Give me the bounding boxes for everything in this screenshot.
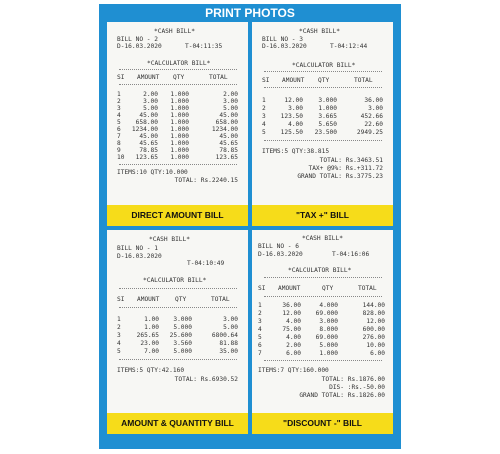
cell-si: 2: [117, 98, 121, 105]
cell-total: 3.00: [368, 105, 383, 112]
column-header: QTY: [322, 285, 334, 292]
cell-amount: 12.00: [284, 97, 303, 104]
cell-si: 1: [262, 97, 266, 104]
cell-qty: 1.000: [319, 350, 338, 357]
cell-amount: 265.65: [136, 332, 159, 339]
cell-qty: 1.000: [170, 112, 189, 119]
table-row: [107, 348, 248, 355]
column-header: SI: [262, 77, 270, 84]
cell-total: 3.00: [223, 316, 238, 323]
cell-qty: 69.000: [315, 334, 338, 341]
total-line: TOTAL: Rs.6930.52: [174, 376, 238, 383]
separator: [264, 140, 382, 141]
tax-bill-panel: [252, 22, 393, 226]
cell-total: 45.00: [219, 112, 238, 119]
calculator-bill-heading: *CALCULATOR BILL*: [143, 277, 207, 284]
table-row: [252, 350, 393, 357]
cell-amount: 12.00: [282, 310, 301, 317]
receipt-photo: [107, 22, 248, 205]
cell-amount: 45.00: [139, 133, 158, 140]
cell-si: 6: [117, 126, 121, 133]
receipt-photo: [107, 230, 248, 413]
cell-qty: 4.000: [319, 302, 338, 309]
separator: [119, 84, 237, 85]
column-header: AMOUNT: [137, 74, 160, 81]
grand-total-line: GRAND TOTAL: Rs.1826.00: [299, 392, 385, 399]
cell-qty: 3.560: [173, 340, 192, 347]
direct-amount-bill-panel: [107, 22, 248, 226]
separator: [264, 360, 382, 361]
cell-qty: 5.000: [319, 342, 338, 349]
bill-time: T-04:11:35: [185, 43, 223, 50]
cell-si: 5: [258, 334, 262, 341]
cell-si: 3: [117, 105, 121, 112]
cell-qty: 5.000: [173, 348, 192, 355]
separator: [119, 69, 237, 70]
separator: [119, 307, 237, 308]
header-title: PRINT PHOTOS: [205, 6, 295, 20]
cell-amount: 45.00: [139, 112, 158, 119]
cell-amount: 2.00: [143, 91, 158, 98]
cell-si: 3: [258, 318, 262, 325]
cell-total: 5.00: [223, 324, 238, 331]
table-row: [107, 332, 248, 339]
table-row: [252, 342, 393, 349]
cash-bill-heading: *CASH BILL*: [154, 28, 195, 35]
bill-date: D-16.03.2020: [262, 43, 307, 50]
cell-si: 10: [117, 154, 125, 161]
cell-qty: 23.500: [314, 129, 337, 136]
cell-si: 3: [117, 332, 121, 339]
cell-si: 7: [117, 133, 121, 140]
bill-date: D-16.03.2020: [258, 251, 303, 258]
column-header: QTY: [318, 77, 330, 84]
cell-qty: 1.000: [170, 105, 189, 112]
column-header: TOTAL: [354, 77, 373, 84]
cell-si: 2: [117, 324, 121, 331]
cell-qty: 5.650: [318, 121, 337, 128]
table-row: [107, 126, 248, 133]
bill-date: D-16.03.2020: [117, 43, 162, 50]
tax-line: TAX+ @9%: Rs.+311.72: [308, 165, 383, 172]
items-summary: ITEMS:5 QTY:42.160: [117, 367, 185, 374]
table-row: [107, 98, 248, 105]
cell-si: 8: [117, 140, 121, 147]
cell-total: 5.00: [223, 105, 238, 112]
column-header: SI: [117, 296, 125, 303]
cell-amount: 4.00: [288, 121, 303, 128]
table-row: [252, 302, 393, 309]
bill-type-label: "DISCOUNT -" BILL: [252, 413, 393, 434]
bill-time: T-04:16:06: [332, 251, 370, 258]
bill-date: D-16.03.2020: [117, 253, 162, 260]
cell-amount: 45.65: [139, 140, 158, 147]
bill-type-label: "TAX +" BILL: [252, 205, 393, 226]
cell-total: 2949.25: [356, 129, 383, 136]
cell-qty: 1.000: [170, 98, 189, 105]
table-header: [107, 296, 248, 303]
cell-amount: 3.00: [288, 105, 303, 112]
cell-amount: 1234.00: [131, 126, 158, 133]
discount-line: DIS- :Rs.-50.00: [329, 384, 385, 391]
cell-qty: 1.000: [318, 105, 337, 112]
table-row: [107, 340, 248, 347]
cell-total: 78.85: [219, 147, 238, 154]
amount-quantity-bill-panel: [107, 230, 248, 434]
table-row: [252, 121, 393, 128]
cell-amount: 1.00: [144, 316, 159, 323]
cell-qty: 69.000: [315, 310, 338, 317]
cell-qty: 1.000: [170, 140, 189, 147]
column-header: TOTAL: [209, 74, 228, 81]
cell-si: 4: [117, 340, 121, 347]
cell-si: 5: [117, 119, 121, 126]
separator: [264, 296, 382, 297]
table-header: [252, 285, 393, 292]
table-row: [252, 105, 393, 112]
cell-amount: 6.00: [286, 350, 301, 357]
cell-si: 2: [258, 310, 262, 317]
cell-si: 5: [117, 348, 121, 355]
cell-total: 123.65: [215, 154, 238, 161]
table-row: [107, 112, 248, 119]
cell-si: 1: [258, 302, 262, 309]
separator: [264, 71, 382, 72]
table-row: [252, 310, 393, 317]
cell-si: 5: [262, 129, 266, 136]
table-row: [107, 91, 248, 98]
column-header: QTY: [175, 296, 187, 303]
cell-amount: 5.00: [143, 105, 158, 112]
table-row: [107, 154, 248, 161]
calculator-bill-heading: *CALCULATOR BILL*: [292, 62, 356, 69]
cell-amount: 1.00: [144, 324, 159, 331]
cell-total: 81.88: [219, 340, 238, 347]
table-header: [107, 74, 248, 81]
cell-amount: 125.50: [280, 129, 303, 136]
cell-total: 6800.64: [211, 332, 238, 339]
total-line: TOTAL: Rs.2240.15: [174, 177, 238, 184]
total-line: TOTAL: Rs.1876.00: [321, 376, 385, 383]
cell-total: 12.00: [366, 318, 385, 325]
table-row: [107, 105, 248, 112]
column-header: QTY: [173, 74, 185, 81]
column-header: AMOUNT: [282, 77, 305, 84]
cell-amount: 3.00: [143, 98, 158, 105]
separator: [119, 359, 237, 360]
bill-type-label: AMOUNT & QUANTITY BILL: [107, 413, 248, 434]
table-header: [252, 77, 393, 84]
cell-total: 6.00: [370, 350, 385, 357]
calculator-bill-heading: *CALCULATOR BILL*: [288, 267, 352, 274]
cell-si: 2: [262, 105, 266, 112]
receipt-photo: [252, 22, 393, 205]
cell-si: 3: [262, 113, 266, 120]
cell-amount: 4.00: [286, 334, 301, 341]
cell-qty: 1.000: [170, 119, 189, 126]
cell-si: 7: [258, 350, 262, 357]
cell-total: 45.65: [219, 140, 238, 147]
column-header: AMOUNT: [278, 285, 301, 292]
table-row: [252, 129, 393, 136]
cell-amount: 7.00: [144, 348, 159, 355]
bill-number: BILL NO - 2: [117, 36, 158, 43]
table-row: [107, 119, 248, 126]
cell-qty: 1.000: [170, 91, 189, 98]
cell-amount: 36.00: [282, 302, 301, 309]
column-header: AMOUNT: [137, 296, 160, 303]
cell-amount: 23.00: [140, 340, 159, 347]
bill-type-label: DIRECT AMOUNT BILL: [107, 205, 248, 226]
cell-total: 658.00: [215, 119, 238, 126]
total-line: TOTAL: Rs.3463.51: [319, 157, 383, 164]
table-row: [252, 318, 393, 325]
table-row: [107, 133, 248, 140]
cell-total: 45.00: [219, 133, 238, 140]
cell-total: 35.00: [219, 348, 238, 355]
items-summary: ITEMS:7 QTY:160.000: [258, 367, 329, 374]
table-row: [107, 140, 248, 147]
cell-qty: 3.665: [318, 113, 337, 120]
cell-qty: 3.000: [173, 316, 192, 323]
items-summary: ITEMS:10 QTY:10.000: [117, 169, 188, 176]
separator: [264, 87, 382, 88]
cell-qty: 8.000: [319, 326, 338, 333]
cell-si: 1: [117, 316, 121, 323]
table-row: [252, 97, 393, 104]
bill-time: T-04:12:44: [330, 43, 368, 50]
cell-total: 22.60: [364, 121, 383, 128]
cell-total: 828.00: [362, 310, 385, 317]
cell-si: 9: [117, 147, 121, 154]
calculator-bill-heading: *CALCULATOR BILL*: [147, 60, 211, 67]
cell-qty: 1.000: [170, 147, 189, 154]
cell-amount: 123.65: [135, 154, 158, 161]
cell-qty: 1.000: [170, 154, 189, 161]
receipt-photo: [252, 230, 393, 413]
cell-total: 276.00: [362, 334, 385, 341]
cell-qty: 25.600: [169, 332, 192, 339]
bill-number: BILL NO - 3: [262, 36, 303, 43]
column-header: TOTAL: [211, 296, 230, 303]
cell-total: 1234.00: [211, 126, 238, 133]
separator: [264, 277, 382, 278]
cell-amount: 75.00: [282, 326, 301, 333]
cell-total: 144.00: [362, 302, 385, 309]
table-row: [107, 324, 248, 331]
cell-qty: 5.000: [173, 324, 192, 331]
column-header: SI: [258, 285, 266, 292]
separator: [119, 164, 237, 165]
bill-number: BILL NO - 1: [117, 245, 158, 252]
cell-amount: 4.00: [286, 318, 301, 325]
cell-si: 4: [258, 326, 262, 333]
cell-total: 600.00: [362, 326, 385, 333]
discount-bill-panel: [252, 230, 393, 434]
table-row: [252, 326, 393, 333]
cell-total: 36.00: [364, 97, 383, 104]
bill-number: BILL NO - 6: [258, 243, 299, 250]
cell-total: 452.66: [360, 113, 383, 120]
cell-amount: 78.85: [139, 147, 158, 154]
column-header: SI: [117, 74, 125, 81]
cell-si: 1: [117, 91, 121, 98]
cell-amount: 658.00: [135, 119, 158, 126]
cell-qty: 3.000: [319, 318, 338, 325]
cell-si: 6: [258, 342, 262, 349]
table-row: [252, 113, 393, 120]
column-header: TOTAL: [358, 285, 377, 292]
table-row: [107, 316, 248, 323]
print-photos-frame: [99, 4, 401, 449]
cash-bill-heading: *CASH BILL*: [302, 235, 343, 242]
cell-total: 3.00: [223, 98, 238, 105]
cell-total: 10.00: [366, 342, 385, 349]
cell-si: 4: [262, 121, 266, 128]
cell-si: 4: [117, 112, 121, 119]
cash-bill-heading: *CASH BILL*: [149, 236, 190, 243]
cell-total: 2.00: [223, 91, 238, 98]
cell-qty: 1.000: [170, 133, 189, 140]
grand-total-line: GRAND TOTAL: Rs.3775.23: [297, 173, 383, 180]
table-row: [252, 334, 393, 341]
items-summary: ITEMS:5 QTY:38.815: [262, 148, 330, 155]
cell-amount: 123.50: [280, 113, 303, 120]
separator: [119, 288, 237, 289]
cash-bill-heading: *CASH BILL*: [299, 28, 340, 35]
cell-qty: 3.000: [318, 97, 337, 104]
cell-qty: 1.000: [170, 126, 189, 133]
table-row: [107, 147, 248, 154]
bill-time: T-04:10:49: [187, 260, 225, 267]
cell-amount: 2.00: [286, 342, 301, 349]
